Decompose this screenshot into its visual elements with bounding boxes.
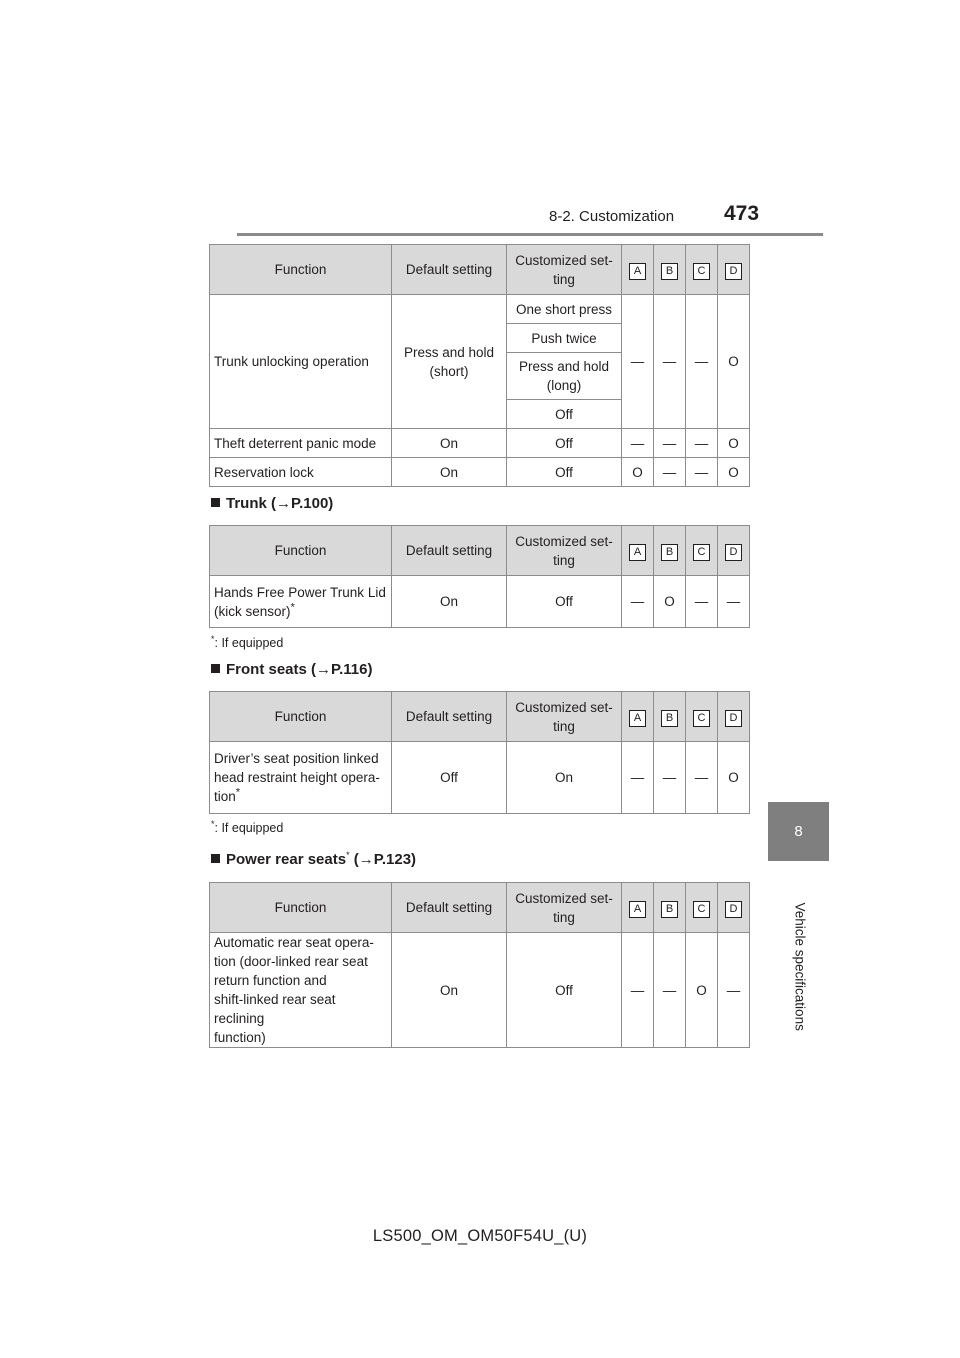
header-a: A xyxy=(622,526,654,576)
cell-b: — xyxy=(654,742,686,814)
arrow-icon: → xyxy=(276,495,292,512)
header-customized: Customized set- ting xyxy=(507,526,622,576)
cell-c: — xyxy=(686,742,718,814)
header-function: Function xyxy=(210,883,392,933)
header-a: A xyxy=(622,883,654,933)
chapter-tab xyxy=(768,802,829,861)
table-header-row xyxy=(210,883,750,933)
cell-function: Automatic rear seat opera- tion (door-linked rear seat return function and shift-linked rear seat reclining function) xyxy=(210,933,392,1048)
cell-a: — xyxy=(622,295,654,429)
chapter-number: 8 xyxy=(794,823,803,840)
cell-a: — xyxy=(622,429,654,458)
customization-table-rear-seats xyxy=(209,882,750,1048)
header-customized: Customized set- ting xyxy=(507,245,622,295)
table-header-row xyxy=(210,245,750,295)
customization-table-trunk xyxy=(209,525,750,628)
arrow-icon: → xyxy=(358,851,374,868)
cell-option: Off xyxy=(507,400,622,429)
cell-a: — xyxy=(622,576,654,628)
header-c: C xyxy=(686,883,718,933)
header-b: B xyxy=(654,883,686,933)
cell-b: — xyxy=(654,933,686,1048)
cell-d: O xyxy=(718,295,750,429)
cell-c: — xyxy=(686,458,718,487)
table-row xyxy=(210,458,750,487)
header-c: C xyxy=(686,692,718,742)
cell-c: — xyxy=(686,429,718,458)
customization-table-front-seats xyxy=(209,691,750,814)
cell-custom: Off xyxy=(507,458,622,487)
table-row xyxy=(210,933,750,1048)
cell-a: O xyxy=(622,458,654,487)
section-title: 8-2. Customization xyxy=(549,208,675,225)
header-d: D xyxy=(718,245,750,295)
cell-d: — xyxy=(718,933,750,1048)
footnote: *: If equipped xyxy=(211,633,284,650)
cell-b: O xyxy=(654,576,686,628)
table-row xyxy=(210,576,750,628)
cell-b: — xyxy=(654,429,686,458)
square-bullet-icon xyxy=(211,664,220,673)
header-function: Function xyxy=(210,692,392,742)
table-row xyxy=(210,742,750,814)
cell-default: Off xyxy=(392,742,507,814)
cell-default: On xyxy=(392,458,507,487)
header-b: B xyxy=(654,692,686,742)
table-header-row xyxy=(210,526,750,576)
header-b: B xyxy=(654,526,686,576)
header-default: Default setting xyxy=(392,245,507,295)
cell-function: Hands Free Power Trunk Lid (kick sensor)* xyxy=(210,576,392,628)
table-header-row xyxy=(210,692,750,742)
header-b: B xyxy=(654,245,686,295)
header-d: D xyxy=(718,692,750,742)
header-customized: Customized set- ting xyxy=(507,883,622,933)
subheading-power-rear-seats: Power rear seats* (→P.123) xyxy=(211,851,416,868)
header-default: Default setting xyxy=(392,883,507,933)
header-default: Default setting xyxy=(392,692,507,742)
cell-c: — xyxy=(686,576,718,628)
header-function: Function xyxy=(210,526,392,576)
cell-function: Trunk unlocking operation xyxy=(210,295,392,429)
square-bullet-icon xyxy=(211,498,220,507)
cell-option: One short press xyxy=(507,295,622,324)
cell-custom: Off xyxy=(507,576,622,628)
subheading-trunk: Trunk (→P.100) xyxy=(211,495,333,512)
arrow-icon: → xyxy=(316,661,332,678)
cell-custom: Off xyxy=(507,933,622,1048)
header-d: D xyxy=(718,883,750,933)
cell-option: Push twice xyxy=(507,324,622,353)
header-rule xyxy=(237,233,823,236)
chapter-label: Vehicle specifications xyxy=(792,902,808,1031)
cell-d: O xyxy=(718,429,750,458)
cell-d: O xyxy=(718,742,750,814)
cell-b: — xyxy=(654,295,686,429)
cell-function: Driver’s seat position linked head restraint height opera- tion* xyxy=(210,742,392,814)
footer-doc-id: LS500_OM_OM50F54U_(U) xyxy=(372,1227,588,1245)
cell-default: On xyxy=(392,576,507,628)
header-default: Default setting xyxy=(392,526,507,576)
square-bullet-icon xyxy=(211,854,220,863)
cell-b: — xyxy=(654,458,686,487)
header-function: Function xyxy=(210,245,392,295)
cell-option: Press and hold (long) xyxy=(507,353,622,400)
table-row xyxy=(210,295,750,324)
header-a: A xyxy=(622,245,654,295)
cell-default: Press and hold (short) xyxy=(392,295,507,429)
cell-custom: On xyxy=(507,742,622,814)
cell-function: Reservation lock xyxy=(210,458,392,487)
cell-custom: Off xyxy=(507,429,622,458)
table-row xyxy=(210,429,750,458)
cell-d: O xyxy=(718,458,750,487)
cell-d: — xyxy=(718,576,750,628)
customization-table-door-lock xyxy=(209,244,750,487)
cell-a: — xyxy=(622,742,654,814)
header-c: C xyxy=(686,526,718,576)
cell-a: — xyxy=(622,933,654,1048)
header-customized: Customized set- ting xyxy=(507,692,622,742)
cell-function: Theft deterrent panic mode xyxy=(210,429,392,458)
cell-c: O xyxy=(686,933,718,1048)
page-number: 473 xyxy=(724,202,760,225)
cell-c: — xyxy=(686,295,718,429)
footnote: *: If equipped xyxy=(211,818,284,835)
cell-default: On xyxy=(392,933,507,1048)
subheading-front-seats: Front seats (→P.116) xyxy=(211,661,372,678)
header-a: A xyxy=(622,692,654,742)
header-c: C xyxy=(686,245,718,295)
cell-default: On xyxy=(392,429,507,458)
header-d: D xyxy=(718,526,750,576)
